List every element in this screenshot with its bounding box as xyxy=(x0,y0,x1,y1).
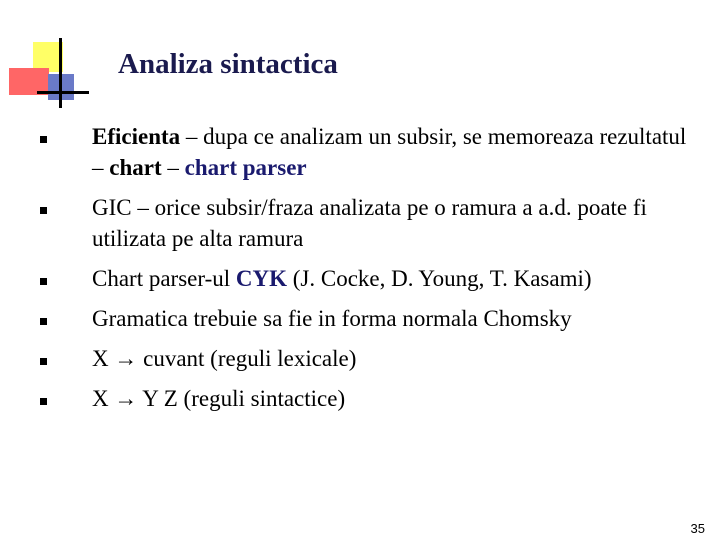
bullet-square-icon xyxy=(40,318,47,325)
bullet-square-icon xyxy=(40,398,47,405)
bullet-text: – dupa ce analizam un subsir, se memoreaza rezultatul – xyxy=(92,124,687,180)
slide-title: Analiza sintactica xyxy=(118,48,338,80)
corner-decoration xyxy=(0,0,90,110)
bullet-square-icon xyxy=(40,358,47,365)
bullet-text: Eficienta xyxy=(92,124,181,149)
bullet-text: chart parser xyxy=(184,155,307,180)
bullet-square-icon xyxy=(40,207,47,214)
bullet-item xyxy=(40,383,700,414)
bullet-item xyxy=(40,303,700,334)
bullet-text: (J. Cocke, D. Young, T. Kasami) xyxy=(287,266,592,291)
bullet-square-icon xyxy=(40,136,47,143)
bullet-text: GIC – orice subsir/fraza analizata pe o ramura a a.d. poate fi utilizata pe alta ramura xyxy=(92,195,647,251)
bullet-item xyxy=(40,121,700,183)
page-number: 35 xyxy=(690,521,705,536)
bullet-square-icon xyxy=(40,278,47,285)
bullet-list xyxy=(40,121,700,423)
bullet-text: Gramatica trebuie sa fie in forma normala Chomsky xyxy=(92,306,572,331)
bullet-item xyxy=(40,343,700,374)
bullet-text: X → Y Z (reguli sintactice) xyxy=(92,386,346,411)
bullet-text: Chart parser-ul xyxy=(92,266,236,291)
bullet-item xyxy=(40,263,700,294)
bullet-text: CYK xyxy=(235,266,287,291)
horizontal-line xyxy=(37,91,89,94)
bullet-item xyxy=(40,192,700,254)
bullet-text: X → cuvant (reguli lexicale) xyxy=(92,346,357,371)
bullet-text: – xyxy=(161,155,185,180)
bullet-text: chart xyxy=(109,155,162,180)
vertical-line xyxy=(59,38,62,108)
